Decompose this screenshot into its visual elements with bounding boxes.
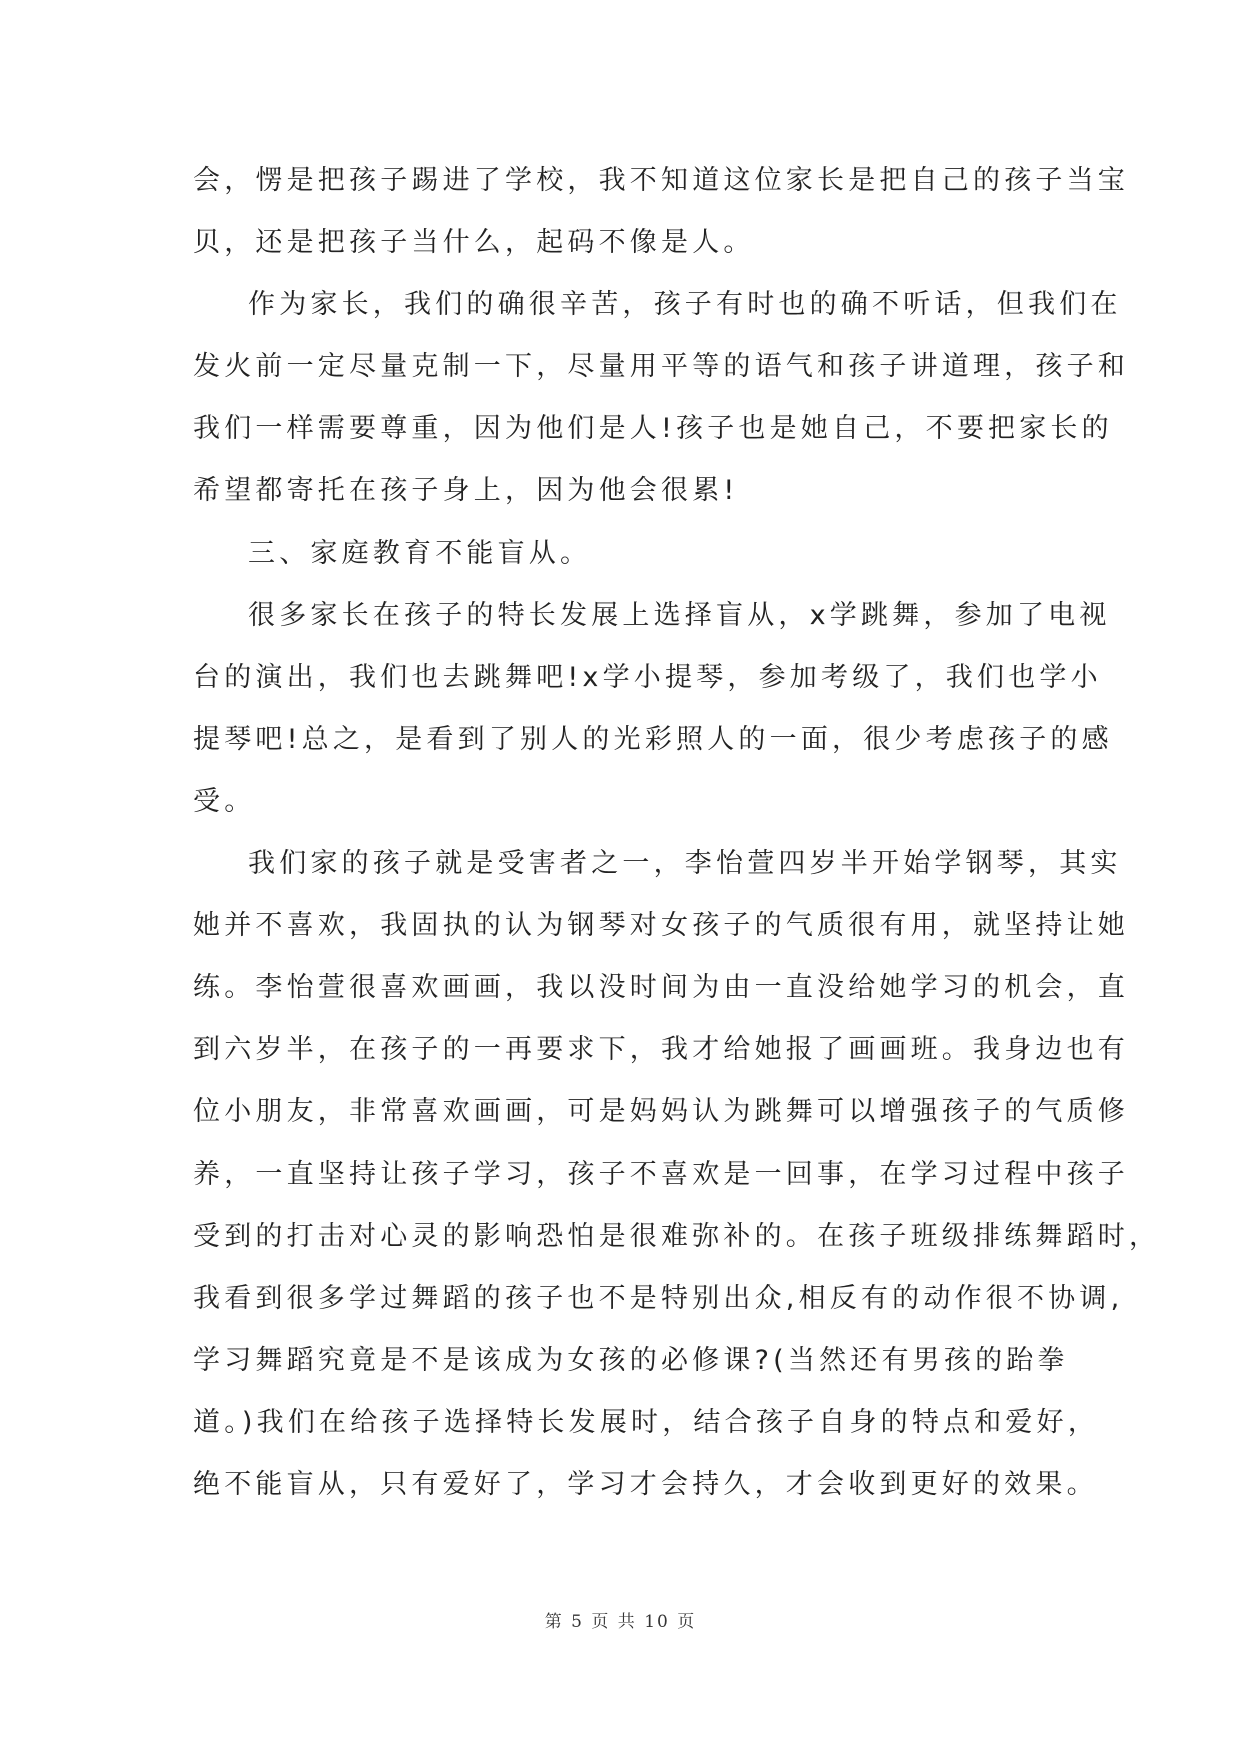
text-line-14: 练。李怡萱很喜欢画画，我以没时间为由一直没给她学习的机会，直	[193, 972, 1129, 1004]
text-line-4: 发火前一定尽量克制一下，尽量用平等的语气和孩子讲道理，孩子和	[193, 351, 1129, 383]
text-line-17: 养，一直坚持让孩子学习，孩子不喜欢是一回事，在学习过程中孩子	[193, 1158, 1129, 1190]
text-line-9: 台的演出，我们也去跳舞吧!x学小提琴，参加考级了，我们也学小	[193, 661, 1102, 693]
text-line-15: 到六岁半，在孩子的一再要求下，我才给她报了画画班。我身边也有	[193, 1034, 1129, 1066]
text-line-20: 学习舞蹈究竟是不是该成为女孩的必修课?(当然还有男孩的跆拳	[193, 1344, 1069, 1376]
text-line-18: 受到的打击对心灵的影响恐怕是很难弥补的。在孩子班级排练舞蹈时，	[193, 1220, 1161, 1252]
text-line-1: 会，愣是把孩子踢进了学校，我不知道这位家长是把自己的孩子当宝	[193, 165, 1129, 196]
text-line-6: 希望都寄托在孩子身上，因为他会很累!	[193, 475, 739, 507]
text-line-10: 提琴吧!总之，是看到了别人的光彩照人的一面，很少考虑孩子的感	[193, 723, 1113, 755]
text-line-8: 很多家长在孩子的特长发展上选择盲从，x学跳舞，参加了电视	[248, 599, 1111, 631]
text-line-12: 我们家的孩子就是受害者之一，李怡萱四岁半开始学钢琴，其实	[248, 848, 1122, 880]
text-line-11: 受。	[193, 785, 256, 817]
text-line-22: 绝不能盲从，只有爱好了，学习才会持久，才会收到更好的效果。	[193, 1468, 1098, 1500]
section-heading: 三、家庭教育不能盲从。	[248, 537, 592, 569]
text-line-16: 位小朋友，非常喜欢画画，可是妈妈认为跳舞可以增强孩子的气质修	[193, 1096, 1129, 1128]
page-footer: 第 5 页 共 10 页	[544, 1612, 697, 1632]
text-line-2: 贝，还是把孩子当什么，起码不像是人。	[193, 227, 755, 259]
text-line-19: 我看到很多学过舞蹈的孩子也不是特别出众,相反有的动作很不协调,	[193, 1282, 1124, 1314]
text-line-13: 她并不喜欢，我固执的认为钢琴对女孩子的气质很有用，就坚持让她	[193, 910, 1129, 942]
text-line-3: 作为家长，我们的确很辛苦，孩子有时也的确不听话，但我们在	[248, 289, 1122, 321]
text-line-5: 我们一样需要尊重，因为他们是人!孩子也是她自己，不要把家长的	[193, 413, 1113, 445]
text-line-21: 道。)我们在给孩子选择特长发展时，结合孩子自身的特点和爱好，	[193, 1406, 1100, 1438]
body-text	[193, 150, 1161, 1516]
